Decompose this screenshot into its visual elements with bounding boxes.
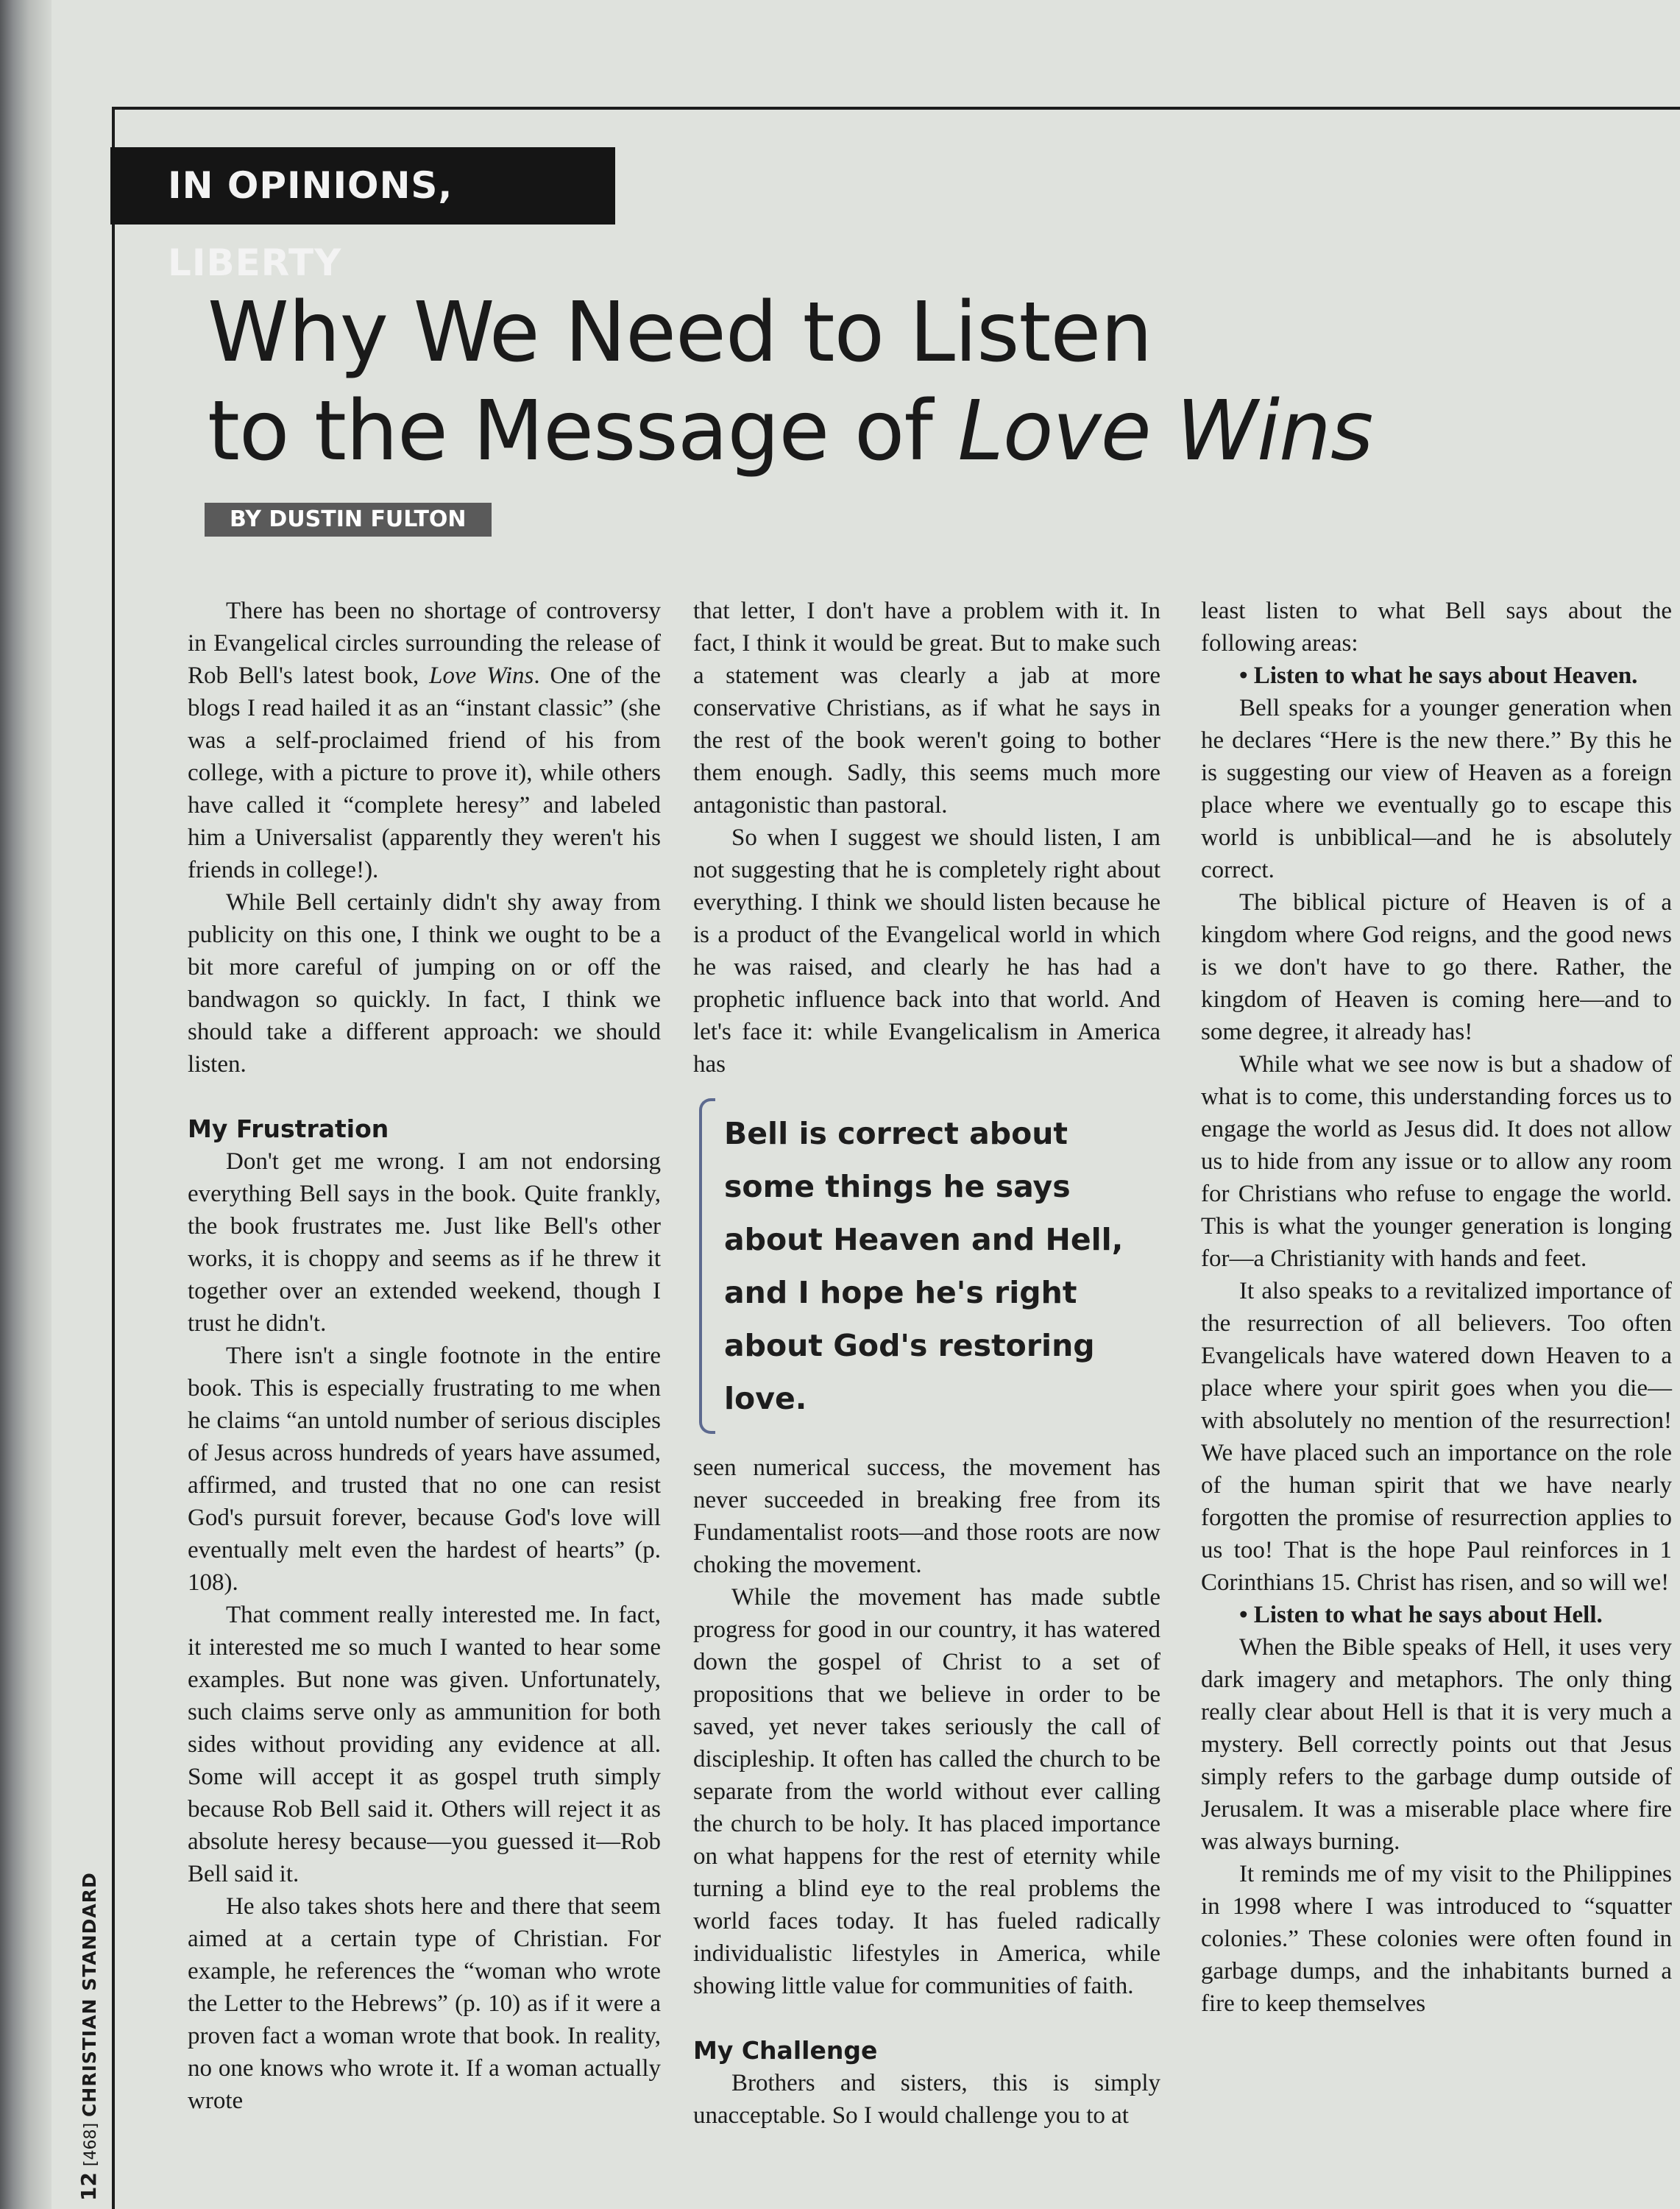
paragraph: It also speaks to a revitalized importance of the resurrection of all believers. Too often Evangelicals have watered down Heaven to a place where your spirit goes when you die—with absolutely no mention of the resurrection! We have placed such an importance on the role of the human spirit that we have nearly forgotten the promise of resurrection applies to us too! That is the hope Paul reinforces in 1 Corinthians 15. Christ has risen, and so will we! xyxy=(1201,1278,1672,1596)
headline-book-title: Love Wins xyxy=(957,384,1373,479)
paragraph: least listen to what Bell says about the following areas: xyxy=(1201,598,1672,657)
paragraph: It reminds me of my visit to the Philippines in 1998 where I was introduced to “squatter colonies.” These colonies were often found in garbage dumps, and the inhabitants burned a fire to keep themselves xyxy=(1201,1861,1672,2017)
paragraph: While what we see now is but a shadow of what is to come, this understanding forces us to engage the world as Jesus did. It does not allow us to hide from any issue or to allow any room for Christians who refuse to engage the world. This is what the younger generation is longing for—a Christianity with hands and feet. xyxy=(1201,1051,1672,1272)
paragraph: When the Bible speaks of Hell, it uses very dark imagery and metaphors. The only thing really clear about Hell is that it is very much a mystery. Bell correctly points out that Jesus simply refers to the garbage dump outside of Jerusalem. It was a miserable place where fire was always burning. xyxy=(1201,1634,1672,1855)
article-column-1 xyxy=(188,595,661,2117)
headline-line-1: Why We Need to Listen xyxy=(208,285,1152,381)
book-title: Love Wins xyxy=(429,662,534,689)
section-label: IN OPINIONS, LIBERTY xyxy=(110,147,615,225)
subheading-my-frustration: My Frustration xyxy=(188,1114,389,1143)
paragraph-text: . One of the blogs I read hailed it as an “instant classic” (she was a self-proclaimed friend of his from college, with a picture to prove it), while others have called it “complete heresy” and labeled him a Universalist (apparently they weren't his friends in college!). xyxy=(188,662,661,883)
paragraph xyxy=(188,595,661,886)
pull-quote-text: Bell is correct about some things he says about Heaven and Hell, and I hope he's right about God's restoring love. xyxy=(724,1116,1124,1416)
headline-line-2-prefix: to the Message of xyxy=(208,384,958,479)
paragraph: So when I suggest we should listen, I am not suggesting that he is completely right about everything. I think we should listen because he is a product of the Evangelical world in which he was raised, and clearly he has had a prophetic influence back into that world. And let's face it: while Evangelicalism in America has xyxy=(693,824,1160,1078)
pull-quote xyxy=(693,1098,1160,1434)
paragraph: That comment really interested me. In fact, it interested me so much I wanted to hear some examples. But none was given. Unfortunately, such claims serve only as ammunition for both sides without providing any evidence at all. Some will accept it as gospel truth simply because Rob Bell said it. Others will reject it as absolute heresy because—you guessed it—Rob Bell said it. xyxy=(188,1602,661,1887)
paragraph: While Bell certainly didn't shy away from publicity on this one, I think we ought to be a bit more careful of jumping on or off the bandwagon so quickly. In fact, I think we should take a different approach: we should listen. xyxy=(188,889,661,1078)
article-column-2 xyxy=(693,595,1160,2132)
paragraph: Don't get me wrong. I am not endorsing everything Bell says in the book. Quite frankly, the book frustrates me. Just like Bell's other works, it is choppy and seems as if he threw it together over an extended weekend, though I trust he didn't. xyxy=(188,1148,661,1337)
headline-line-2 xyxy=(208,382,1422,481)
paragraph: Brothers and sisters, this is simply unacceptable. So I would challenge you to at xyxy=(693,2070,1160,2129)
paragraph: The biblical picture of Heaven is of a kingdom where God reigns, and the good news is we don't have to go there. Rather, the kingdom of Heaven is coming here—and to some degree, it already has! xyxy=(1201,889,1672,1045)
pull-quote-bracket xyxy=(699,1098,715,1434)
article-headline xyxy=(208,283,1422,481)
byline: BY DUSTIN FULTON xyxy=(205,503,492,537)
subheading-my-challenge: My Challenge xyxy=(693,2036,878,2065)
frame-rule-left xyxy=(112,107,115,2209)
paragraph: While the movement has made subtle progress for good in our country, it has watered down the gospel of Christ to a set of propositions that we believe in order to be saved, yet never takes seriously the call of discipleship. It often has called the church to be separate from the world without ever calling the church to be holy. It has placed importance on what happens for the rest of eternity while turning a blind eye to the real problems the world faces today. It has fueled radically individualistic lifestyles in America, while showing little value for communities of faith. xyxy=(693,1584,1160,1999)
paragraph-text: There has been no shortage of controversy in Evangelical circles surrounding the release of Rob Bell's latest book, xyxy=(188,598,661,689)
paragraph: that letter, I don't have a problem with it. In fact, I think it would be great. But to make such a statement was clearly a jab at more conservative Christians, as if what he says in the rest of the book weren't going to bother them enough. Sadly, this seems much more antagonistic than pastoral. xyxy=(693,598,1160,819)
paragraph: seen numerical success, the movement has never succeeded in breaking free from its Fundamentalist roots—and those roots are now choking the movement. xyxy=(693,1455,1160,1578)
bullet-heading-hell: • Listen to what he says about Hell. xyxy=(1239,1602,1603,1628)
frame-rule-top xyxy=(112,107,1680,110)
book-binding-shadow xyxy=(0,0,52,2209)
bullet-heading-heaven: • Listen to what he says about Heaven. xyxy=(1239,662,1638,689)
paragraph: There isn't a single footnote in the entire book. This is especially frustrating to me when he claims “an untold number of serious disciples of Jesus across hundreds of years have assumed, affirmed, and trusted that no one can resist God's pursuit forever, because God's love will eventually melt even the hardest of hearts” (p. 108). xyxy=(188,1343,661,1596)
magazine-name: CHRISTIAN STANDARD xyxy=(79,1872,100,2117)
page-folio xyxy=(77,1872,101,2201)
issue-page-number: [468] xyxy=(82,2122,100,2167)
article-column-3 xyxy=(1201,595,1672,2020)
paragraph: He also takes shots here and there that seem aimed at a certain type of Christian. For example, he references the “woman who wrote the Letter to the Hebrews” (p. 10) as if it were a proven fact a woman wrote that book. In reality, no one knows who wrote it. If a woman actually wrote xyxy=(188,1893,661,2114)
paragraph: Bell speaks for a younger generation when he declares “Here is the new there.” By this he is suggesting our view of Heaven as a foreign place where we eventually go to escape this world is unbiblical—and he is absolutely correct. xyxy=(1201,695,1672,883)
page-number: 12 xyxy=(77,2172,101,2201)
